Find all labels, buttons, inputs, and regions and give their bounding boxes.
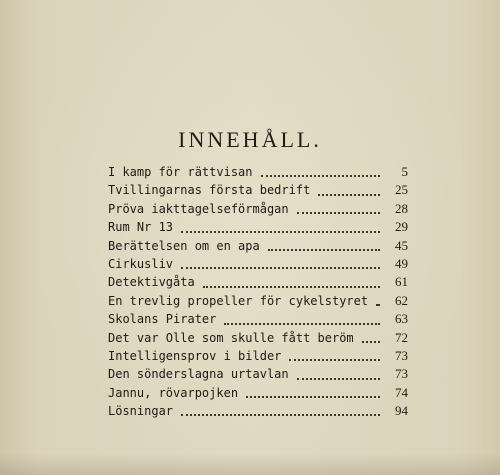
toc-entry-title: Lösningar: [108, 404, 174, 419]
toc-leader-dots: [246, 396, 380, 398]
toc-leader-dots: [261, 175, 381, 177]
toc-leader-dots: [224, 323, 380, 325]
toc-entry-title: Intelligensprov i bilder: [108, 348, 282, 363]
toc-leader-dots: [181, 267, 380, 269]
toc-entry-title: Tvillingarnas första bedrift: [108, 183, 311, 198]
toc-entry: [108, 273, 408, 291]
toc-entry: [108, 218, 408, 236]
toc-entry: [108, 347, 408, 365]
toc-entry: [108, 255, 408, 273]
toc-entry-title: En trevlig propeller för cykelstyret: [108, 293, 369, 308]
toc-entry-page: 74: [395, 384, 408, 400]
toc-entry: [108, 200, 408, 218]
toc-leader-dots: [181, 231, 380, 233]
toc-entry: [108, 384, 408, 402]
toc-entry: [108, 292, 408, 310]
toc-entry-page: 29: [395, 219, 408, 235]
toc-entry-title: Skolans Pirater: [108, 312, 217, 327]
toc-entry-title: Berättelsen om en apa: [108, 238, 260, 253]
toc-leader-dots: [297, 378, 380, 380]
toc-entry-page: 25: [395, 182, 408, 198]
toc-entry: [108, 365, 408, 383]
toc-leader-dots: [318, 194, 380, 196]
toc-entry-page: 61: [395, 274, 408, 290]
toc-entry-title: Rum Nr 13: [108, 220, 174, 235]
toc-entry-page: 72: [395, 329, 408, 345]
toc-entry-page: 63: [395, 311, 408, 327]
toc-entry: [108, 181, 408, 199]
toc-entry-page: 73: [395, 366, 408, 382]
toc-entry-title: I kamp för rättvisan: [108, 165, 253, 179]
toc-entry: [108, 329, 408, 347]
toc-leader-dots: [203, 286, 380, 288]
toc-leader-dots: [268, 249, 380, 251]
toc-entry-title: Jannu, rövarpojken: [108, 385, 239, 400]
toc-entry-title: Det var Olle som skulle fått beröm: [108, 330, 354, 345]
toc-entry-title: Pröva iakttagelseförmågan: [108, 201, 289, 216]
toc-entry-page: 45: [395, 237, 408, 253]
toc-entry-title: Cirkusliv: [108, 256, 174, 271]
toc-entry-title: Detektivgåta: [108, 275, 195, 290]
toc-entry-page: 28: [395, 200, 408, 216]
toc-leader-dots: [376, 304, 380, 306]
toc-entry: [108, 237, 408, 255]
toc-entry: [108, 310, 408, 328]
toc-entry: [108, 402, 408, 420]
toc-leader-dots: [297, 212, 380, 214]
toc-leader-dots: [289, 359, 380, 361]
toc-entry-page: 5: [401, 164, 408, 179]
table-of-contents: [108, 163, 408, 420]
toc-leader-dots: [181, 414, 380, 416]
toc-entry: [108, 163, 408, 181]
toc-entry-page: 49: [395, 255, 408, 271]
toc-entry-page: 94: [395, 403, 408, 419]
toc-entry-page: 62: [395, 292, 408, 308]
toc-leader-dots: [362, 341, 380, 343]
page-title: INNEHÅLL.: [178, 127, 322, 152]
toc-entry-page: 73: [395, 347, 408, 363]
toc-entry-title: Den sönderslagna urtavlan: [108, 367, 289, 382]
